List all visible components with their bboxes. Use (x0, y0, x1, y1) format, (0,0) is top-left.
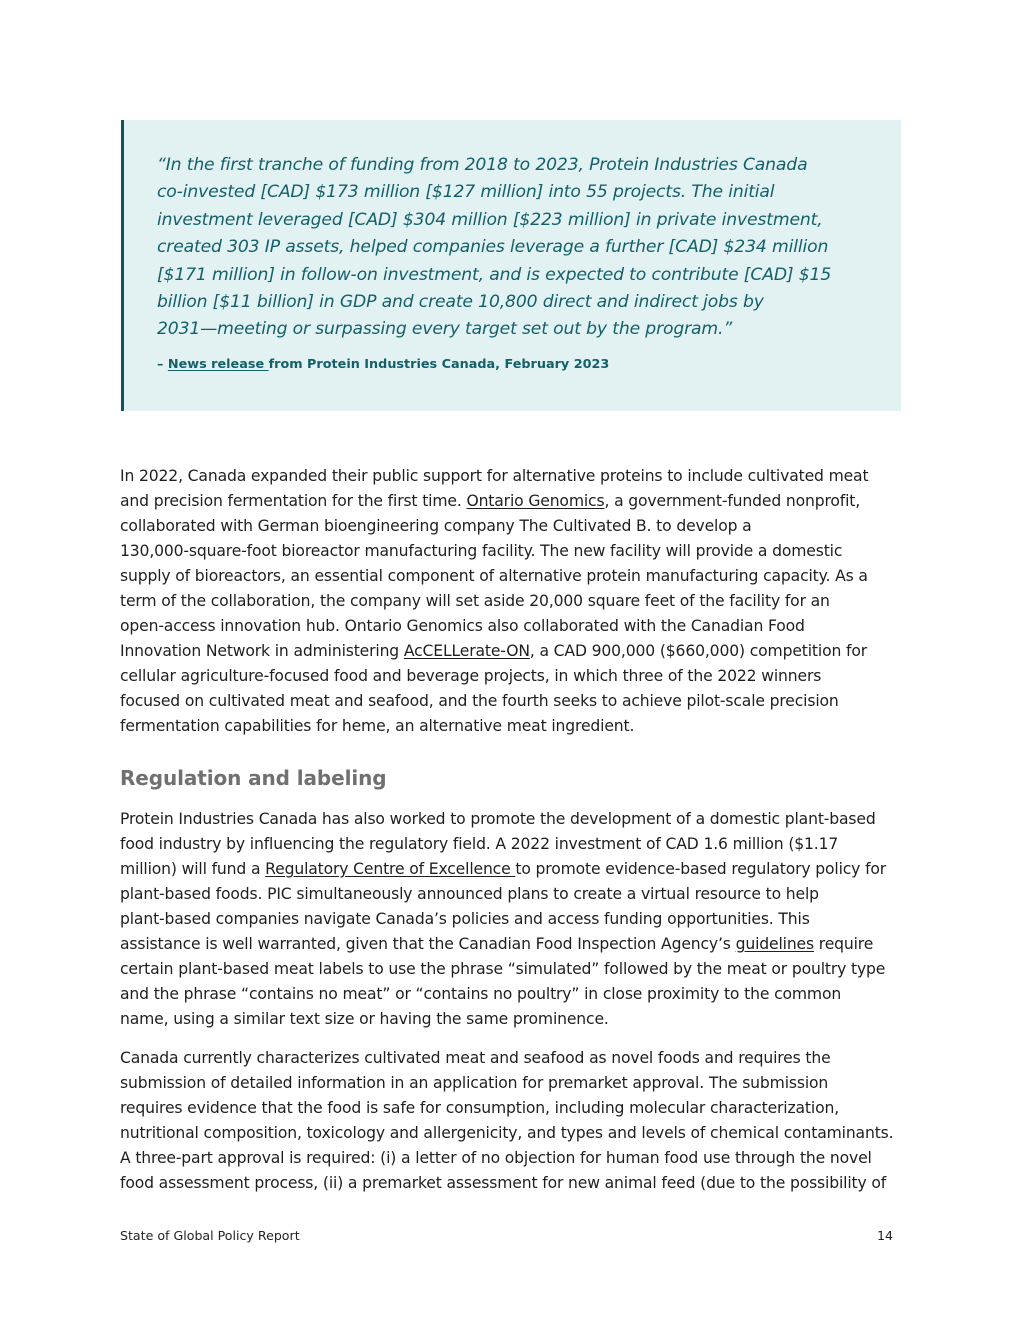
text-line: nutritional composition, toxicology and allergenicity, and types and levels of chemical contaminants. (120, 1124, 894, 1142)
attribution-dash: – (157, 357, 168, 372)
attribution-text: from Protein Industries Canada, February 2023 (268, 357, 610, 372)
news-release-link[interactable]: News release (167, 357, 269, 372)
paragraph-canada-support (120, 464, 910, 739)
text-segment: million) will fund a (120, 860, 266, 878)
text-line: food assessment process, (ii) a premarket assessment for new animal feed (due to the possibility of (120, 1174, 887, 1192)
text-line: Protein Industries Canada has also worked to promote the development of a domestic plant-based (120, 810, 876, 828)
quote-line: created 303 IP assets, helped companies leverage a further [CAD] $234 million (157, 237, 829, 258)
quote-line: 2031—meeting or surpassing every target set out by the program.” (157, 319, 733, 340)
text-segment: to promote evidence-based regulatory policy for (515, 860, 887, 878)
paragraph-regulation (120, 807, 910, 1032)
regulatory-centre-link[interactable]: Regulatory Centre of Excellence (265, 860, 516, 878)
text-segment: and precision fermentation for the first time. (120, 492, 467, 510)
text-line (120, 639, 910, 664)
text-line: name, using a similar text size or having the same prominence. (120, 1010, 609, 1028)
quote-attribution (157, 357, 609, 372)
guidelines-link[interactable]: guidelines (735, 935, 814, 953)
text-segment: , a CAD 900,000 ($660,000) competition for (529, 642, 867, 660)
quote-line: co-invested [CAD] $173 million [$127 million] into 55 projects. The initial (157, 182, 775, 203)
text-line: fermentation capabilities for heme, an alternative meat ingredient. (120, 717, 635, 735)
text-line: plant-based companies navigate Canada’s policies and access funding opportunities. This (120, 910, 810, 928)
text-line: Canada currently characterizes cultivated meat and seafood as novel foods and requires the (120, 1049, 831, 1067)
paragraph-novel-foods (120, 1046, 910, 1196)
quote-line: billion [$11 billion] in GDP and create 10,800 direct and indirect jobs by (157, 292, 764, 313)
text-segment: assistance is well warranted, given that the Canadian Food Inspection Agency’s (120, 935, 736, 953)
accellerate-on-link[interactable]: AcCELLerate-ON (403, 642, 530, 660)
text-line: term of the collaboration, the company will set aside 20,000 square feet of the facility for an (120, 592, 830, 610)
quote-text (157, 152, 857, 344)
text-line: requires evidence that the food is safe for consumption, including molecular characterization, (120, 1099, 839, 1117)
text-segment: Innovation Network in administering (120, 642, 404, 660)
text-line: open-access innovation hub. Ontario Genomics also collaborated with the Canadian Food (120, 617, 805, 635)
quote-line: “In the first tranche of funding from 2018 to 2023, Protein Industries Canada (157, 155, 808, 175)
footer-page-number: 14 (877, 1228, 894, 1243)
text-line: plant-based foods. PIC simultaneously announced plans to create a virtual resource to help (120, 885, 819, 903)
text-line: supply of bioreactors, an essential component of alternative protein manufacturing capacity. As a (120, 567, 868, 585)
text-line: In 2022, Canada expanded their public support for alternative proteins to include cultivated meat (120, 467, 869, 485)
text-line: submission of detailed information in an application for premarket approval. The submission (120, 1074, 829, 1092)
text-line (120, 489, 910, 514)
text-line: certain plant-based meat labels to use the phrase “simulated” followed by the meat or poultry type (120, 960, 886, 978)
footer-report-title: State of Global Policy Report (120, 1228, 300, 1243)
text-line: food industry by influencing the regulatory field. A 2022 investment of CAD 1.6 million ($1.17 (120, 835, 839, 853)
quote-line: [$171 million] in follow-on investment, and is expected to contribute [CAD] $15 (157, 264, 832, 285)
text-line: cellular agriculture-focused food and beverage projects, in which three of the 2022 winners (120, 667, 822, 685)
text-segment: require (813, 935, 874, 953)
text-line: 130,000-square-foot bioreactor manufacturing facility. The new facility will provide a domestic (120, 542, 843, 560)
pull-quote (121, 120, 901, 411)
quote-line: investment leveraged [CAD] $304 million [$223 million] in private investment, (157, 209, 823, 230)
text-segment: , a government-funded nonprofit, (604, 492, 861, 510)
ontario-genomics-link[interactable]: Ontario Genomics (466, 492, 605, 510)
section-heading: Regulation and labeling (120, 766, 387, 790)
text-line: A three-part approval is required: (i) a letter of no objection for human food use through the novel (120, 1149, 872, 1167)
text-line: and the phrase “contains no meat” or “contains no poultry” in close proximity to the common (120, 985, 842, 1003)
text-line: collaborated with German bioengineering company The Cultivated B. to develop a (120, 517, 752, 535)
text-line (120, 932, 910, 957)
text-line (120, 857, 910, 882)
text-line: focused on cultivated meat and seafood, and the fourth seeks to achieve pilot-scale precision (120, 692, 839, 710)
